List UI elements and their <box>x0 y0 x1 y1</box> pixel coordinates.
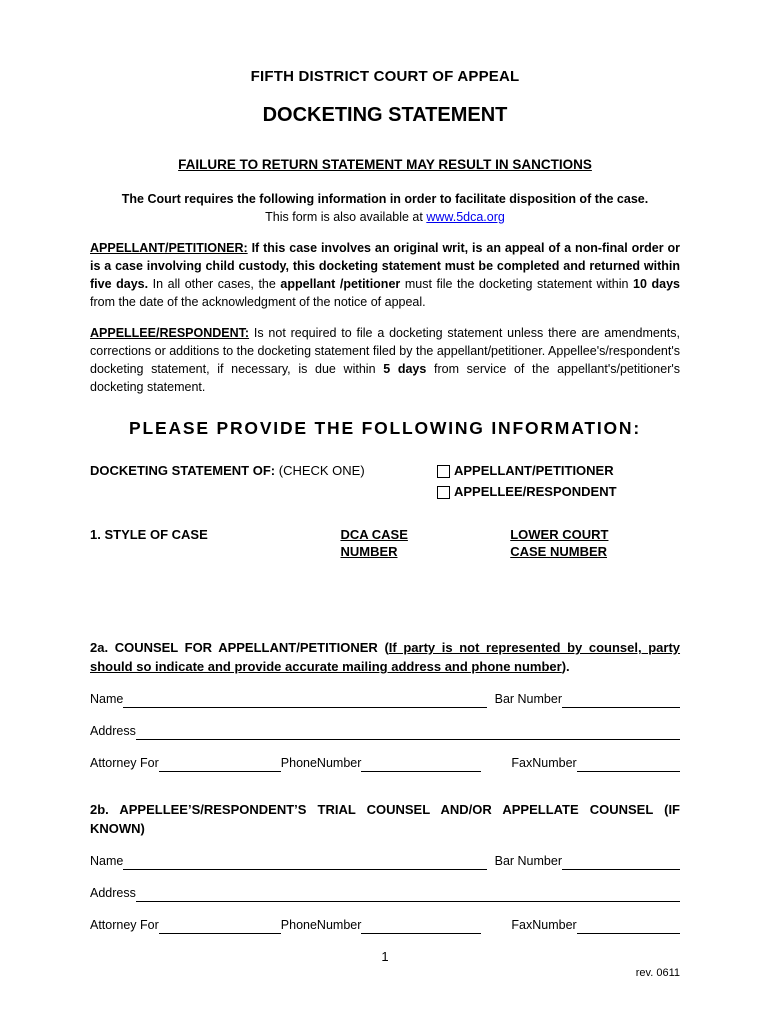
docketing-of-label <box>90 462 437 480</box>
style-of-case-section <box>90 526 680 560</box>
counsel-2a-name-row <box>90 690 680 708</box>
phone-number-label: PhoneNumber <box>280 756 362 770</box>
bar-number-label: Bar Number <box>494 854 562 868</box>
dca-case-header-line1: DCA CASE <box>340 527 408 542</box>
text-segment: Is not required to file a docketing statement unless there are amendments, corrections or additions to the docketing statement filed by the appellant/petitioner. Appellee's/respondent's docketing statement, if necessary, is due within <box>90 326 680 376</box>
appellant-paragraph-label: APPELLANT/PETITIONER: <box>90 241 248 255</box>
attorney-for-label: Attorney For <box>90 918 159 932</box>
name-label: Name <box>90 854 124 868</box>
docketing-of-label-bold: DOCKETING STATEMENT OF: <box>90 463 276 478</box>
counsel-2a-heading-open: 2a. COUNSEL FOR APPELLANT/PETITIONER ( <box>90 640 389 655</box>
dca-case-number-header <box>340 526 510 560</box>
revision-label: rev. 0611 <box>635 967 680 979</box>
counsel-2a-attorney-for-line[interactable] <box>159 758 281 772</box>
court-name: FIFTH DISTRICT COURT OF APPEAL <box>250 68 520 85</box>
appellant-option-row <box>437 462 680 480</box>
appellee-option-row <box>437 483 680 501</box>
appellant-petitioner-checkbox[interactable] <box>437 465 450 478</box>
counsel-2a-heading-underlined: If party is not represented by counsel, party should so indicate and provide accurate mailing address and phone number <box>90 640 681 674</box>
attorney-for-label: Attorney For <box>90 756 159 770</box>
counsel-2b-address-line[interactable] <box>136 888 680 902</box>
page-number: 1 <box>381 949 389 964</box>
text-segment: 10 days <box>633 277 680 291</box>
counsel-2b-fax-number-line[interactable] <box>577 920 680 934</box>
text-segment: 5 days <box>383 362 427 376</box>
counsel-2a-address-row <box>90 722 680 740</box>
appellee-option-label: APPELLEE/RESPONDENT <box>454 484 617 499</box>
counsel-2b-bar-number-line[interactable] <box>562 856 680 870</box>
style-of-case-entry-area[interactable] <box>90 560 680 618</box>
counsel-2b-attorney-for-line[interactable] <box>159 920 281 934</box>
form-availability-note <box>90 208 680 226</box>
text-segment: In all other cases, the <box>148 277 281 291</box>
lower-court-header-line1: LOWER COURT <box>510 527 609 542</box>
court-requirement-note: The Court requires the following information in order to facilitate disposition of the case. <box>121 192 649 206</box>
counsel-2a-phone-number-line[interactable] <box>361 758 481 772</box>
text-segment: If this case involves an original writ, is an appeal of a non-final order or is a case involving child custody, this docketing statement must be completed and returned within five days. <box>90 241 680 291</box>
appellee-respondent-instructions <box>90 324 680 396</box>
5dca-link[interactable]: www.5dca.org <box>426 210 505 224</box>
style-of-case-heading: 1. STYLE OF CASE <box>90 527 208 542</box>
docketing-options <box>437 462 680 504</box>
counsel-2b-attorney-row <box>90 916 680 934</box>
counsel-2a-fax-number-line[interactable] <box>577 758 680 772</box>
check-one-label: (CHECK ONE) <box>275 463 365 478</box>
counsel-2a-name-line[interactable] <box>123 694 486 708</box>
docketing-statement-of-row <box>90 462 680 504</box>
text-segment: from the date of the acknowledgment of the notice of appeal. <box>90 295 426 309</box>
provide-information-heading: PLEASE PROVIDE THE FOLLOWING INFORMATION: <box>129 418 641 438</box>
phone-number-label: PhoneNumber <box>280 918 362 932</box>
appellee-paragraph-label: APPELLEE/RESPONDENT: <box>90 326 250 340</box>
counsel-2b-address-row <box>90 884 680 902</box>
counsel-2a-heading <box>90 638 680 676</box>
counsel-2a-fields <box>90 690 680 772</box>
appellant-option-label: APPELLANT/PETITIONER <box>454 463 614 478</box>
address-label: Address <box>90 886 136 900</box>
appellant-petitioner-instructions <box>90 239 680 311</box>
counsel-2a-address-line[interactable] <box>136 726 680 740</box>
counsel-2b-name-line[interactable] <box>123 856 486 870</box>
fax-number-label: FaxNumber <box>511 756 577 770</box>
document-title: DOCKETING STATEMENT <box>262 104 508 126</box>
counsel-2a-attorney-row <box>90 754 680 772</box>
counsel-2b-heading: 2b. APPELLEE’S/RESPONDENT’S TRIAL COUNSEL AND/OR APPELLATE COUNSEL (IF KNOWN) <box>90 802 680 836</box>
counsel-2a-heading-close: ). <box>561 659 570 674</box>
name-label: Name <box>90 692 124 706</box>
address-label: Address <box>90 724 136 738</box>
text-segment: from service of the appellant's/petitioner's docketing statement. <box>90 362 680 394</box>
counsel-2b-fields <box>90 852 680 934</box>
availability-text: This form is also available at <box>265 210 427 224</box>
sanctions-warning: FAILURE TO RETURN STATEMENT MAY RESULT IN SANCTIONS <box>178 157 592 172</box>
lower-court-header-line2: CASE NUMBER <box>510 544 608 559</box>
counsel-2b-phone-number-line[interactable] <box>361 920 481 934</box>
counsel-2a-bar-number-line[interactable] <box>562 694 680 708</box>
fax-number-label: FaxNumber <box>511 918 577 932</box>
lower-court-case-number-header <box>510 526 680 560</box>
dca-case-header-line2: NUMBER <box>340 544 398 559</box>
counsel-2b-name-row <box>90 852 680 870</box>
text-segment: must file the docketing statement within <box>400 277 634 291</box>
bar-number-label: Bar Number <box>494 692 562 706</box>
appellee-respondent-checkbox[interactable] <box>437 486 450 499</box>
text-segment: appellant /petitioner <box>280 277 401 291</box>
